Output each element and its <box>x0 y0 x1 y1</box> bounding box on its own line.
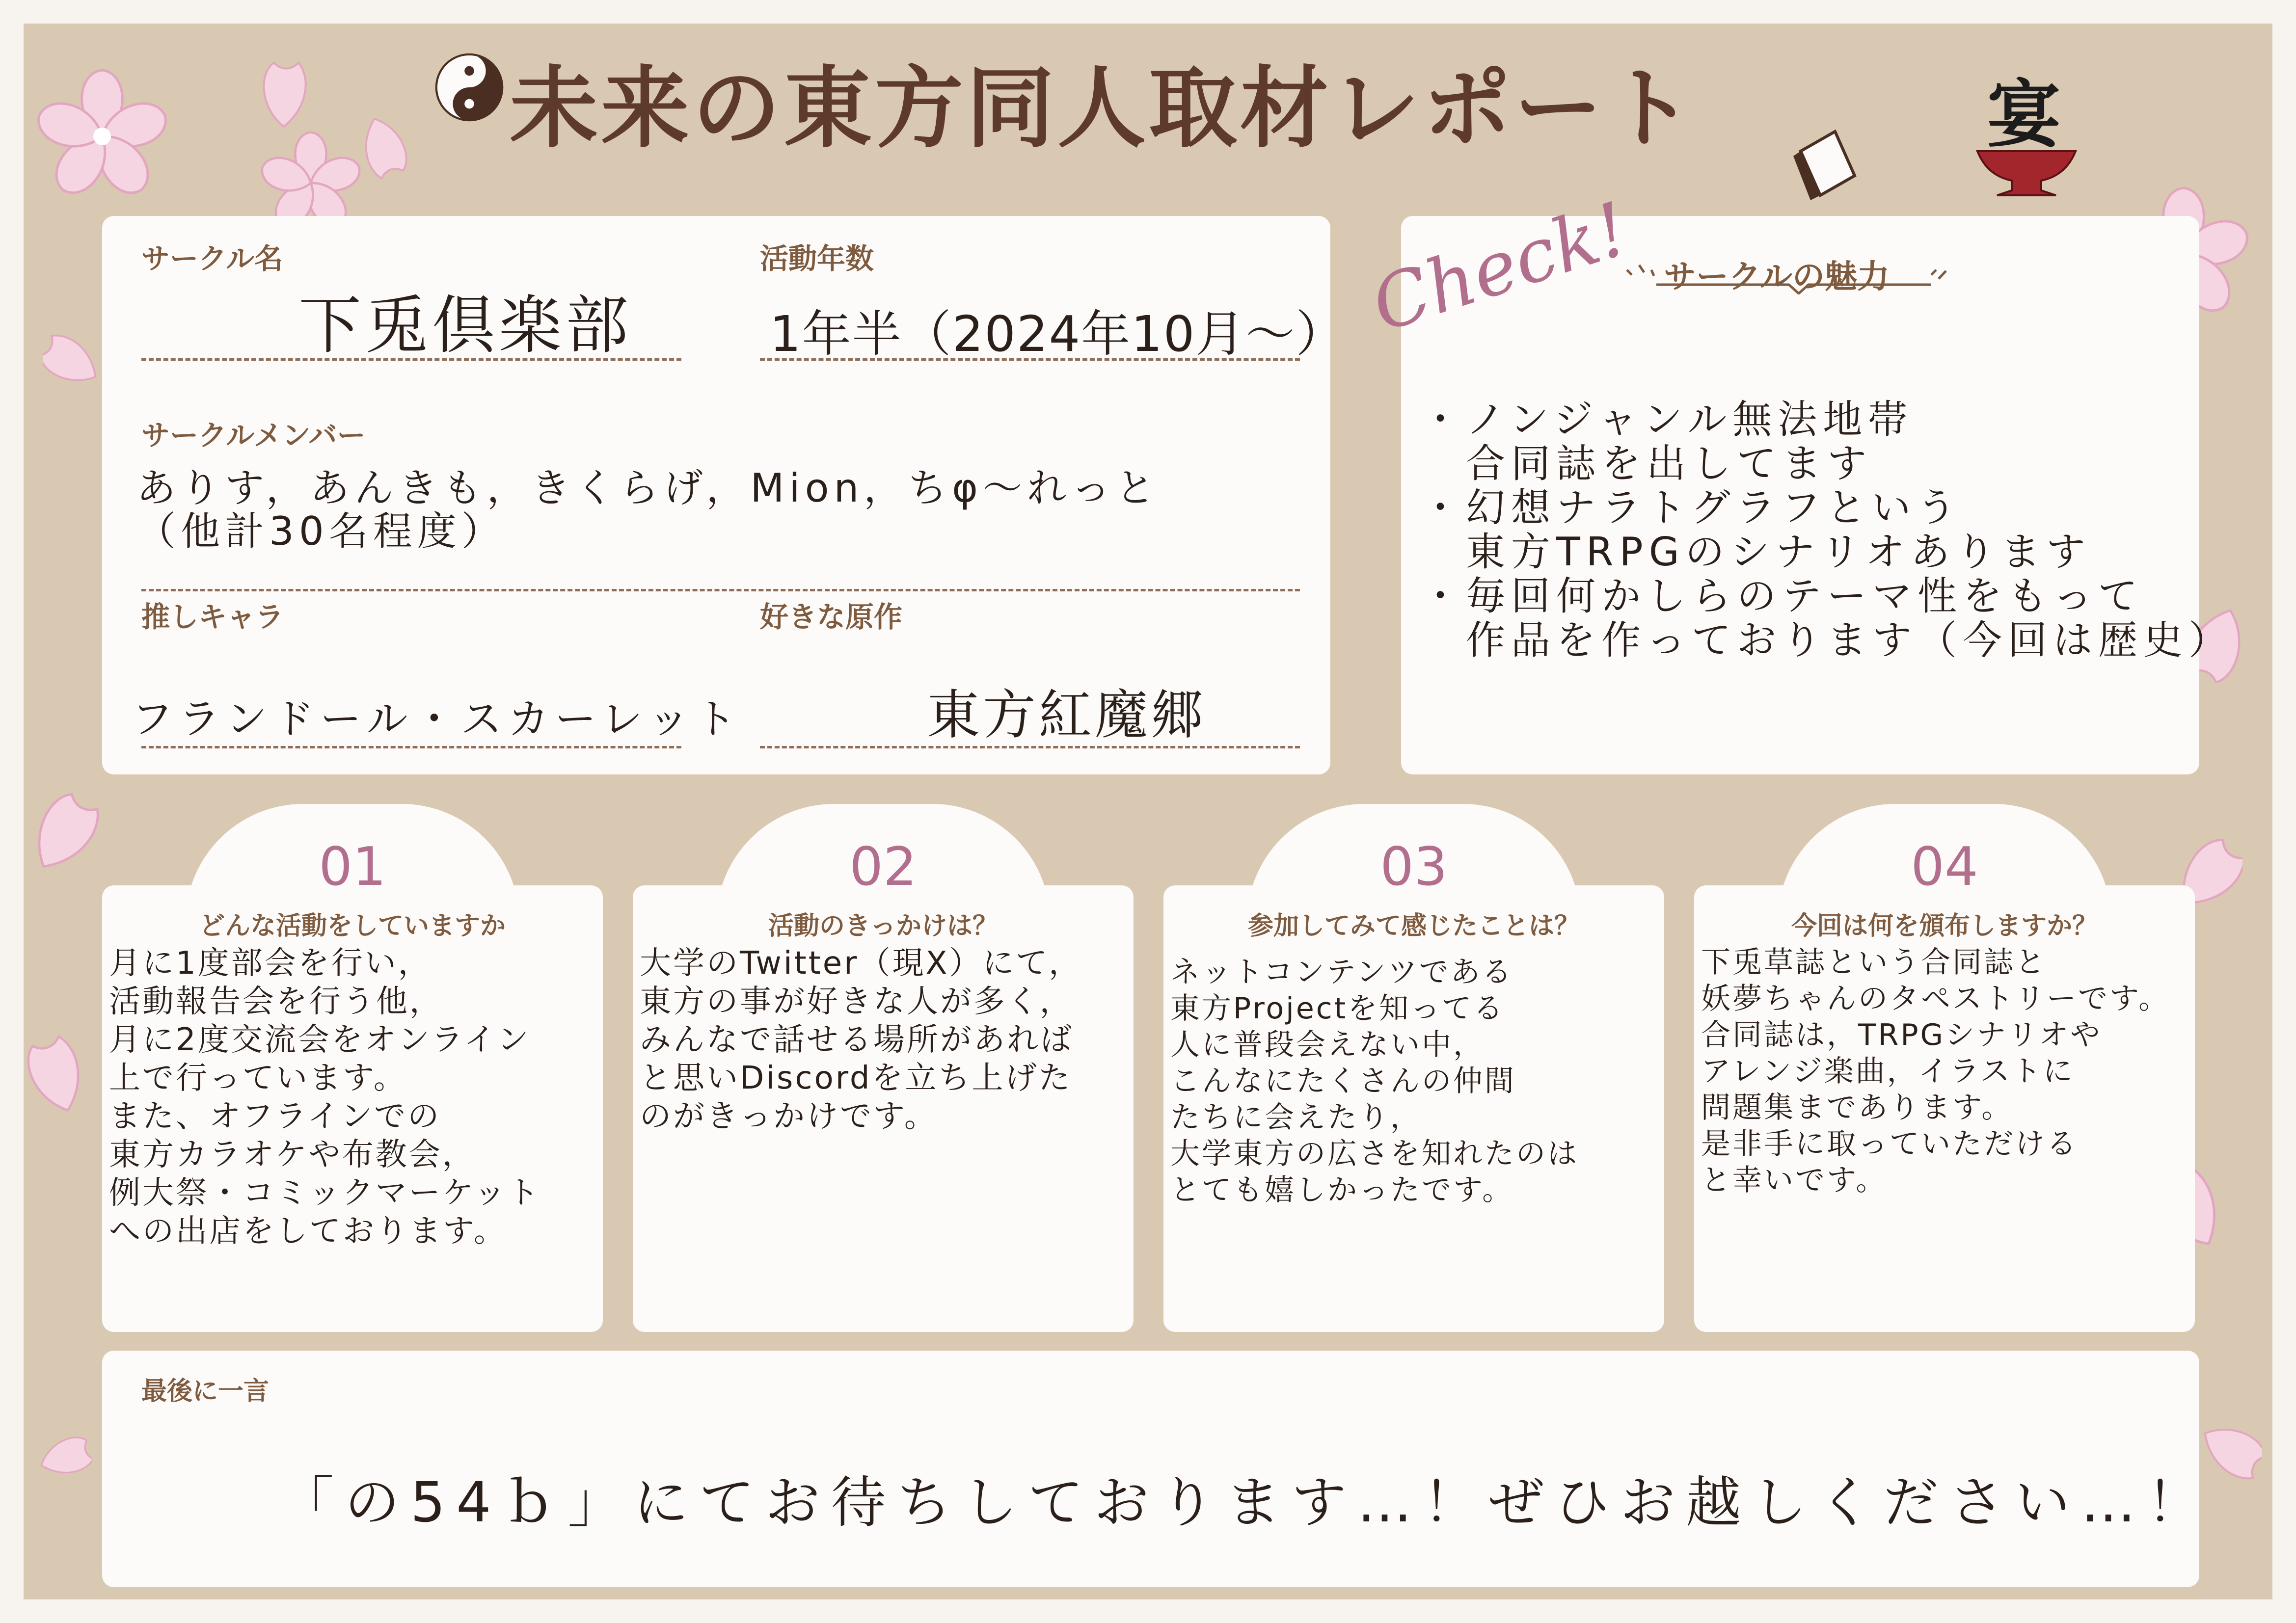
qa-answer <box>1170 954 1579 1208</box>
appeal-line: 東方TRPGのシナリオあります <box>1421 529 2091 575</box>
appeal-line: ・幻想ナラトグラフという <box>1421 485 1962 531</box>
qa-line: 東方カラオケや布教会， <box>109 1137 476 1173</box>
qa-line: 人に普段会えない中， <box>1170 1028 1485 1062</box>
profile-card <box>102 216 1346 774</box>
divider <box>141 746 681 748</box>
sakura-icon <box>28 63 176 210</box>
petal-icon <box>24 1035 92 1118</box>
qa-line: 大学のTwitter（現X）にて， <box>640 945 1082 982</box>
divider <box>141 358 681 361</box>
appeal-line: ・毎回何かしらのテーマ性をもって <box>1421 573 2143 619</box>
chara-value: フランドール・スカーレット <box>132 695 742 743</box>
qa-line: 東方の事が好きな人が多く， <box>640 984 1073 1020</box>
qa-line: 活動報告会を行う他， <box>109 984 443 1020</box>
qa-line: への出店をしております。 <box>109 1213 507 1250</box>
qa-line: のがきっかけです。 <box>640 1098 938 1135</box>
final-label: 最後に一言 <box>141 1376 270 1406</box>
qa-card-2 <box>633 836 1134 1332</box>
appeal-line: 作品を作っております（今回は歴史） <box>1421 617 2234 663</box>
petal-icon <box>24 789 102 878</box>
qa-card-1 <box>102 836 603 1332</box>
circle-name-label: サークル名 <box>141 242 283 275</box>
page-title: 未来の東方同人取材レポート <box>510 56 1697 160</box>
divider <box>760 358 1300 361</box>
years-label: 活動年数 <box>760 242 874 275</box>
circle-name: 下兎倶楽部 <box>298 289 633 362</box>
appeal-heading: サークルの魅力 <box>1664 257 1890 295</box>
members-line-2: （他計30名程度） <box>136 508 506 554</box>
qa-line: ネットコンテンツである <box>1170 955 1513 989</box>
divider <box>141 589 1300 591</box>
qa-line: 是非手に取っていただける <box>1701 1127 2078 1161</box>
chara-label: 推しキャラ <box>141 600 284 634</box>
sake-cup-logo <box>1968 73 2085 200</box>
qa-answer <box>1701 944 2170 1198</box>
qa-line: 下兎草誌という合同誌と <box>1701 945 2047 980</box>
qa-question: 活動のきっかけは？ <box>768 911 998 941</box>
qa-answer <box>109 944 541 1251</box>
members-line-1: ありす，あんきも，きくらげ，Mion，ちφ～れっと <box>136 465 1160 511</box>
qa-line: アレンジ楽曲，イラストに <box>1701 1054 2075 1089</box>
check-stamp: Check! <box>1362 186 1639 349</box>
qa-line: 東方Projectを知ってる <box>1170 991 1505 1026</box>
final-message: 「の54ｂ」にてお待ちしております…！ぜひお越しください…！ <box>279 1471 2213 1535</box>
qa-line: 例大祭・コミックマーケット <box>109 1175 541 1211</box>
qa-line: 妖夢ちゃんのタペストリーです。 <box>1701 982 2170 1016</box>
petal-icon <box>254 58 313 132</box>
qa-line: 大学東方の広さを知れたのは <box>1170 1137 1579 1171</box>
qa-number: 04 <box>1911 836 1978 898</box>
qa-line: また、オフラインでの <box>109 1098 441 1135</box>
qa-number: 03 <box>1380 836 1448 898</box>
qa-card-3 <box>1163 836 1664 1332</box>
qa-question: 参加してみて感じたことは？ <box>1247 911 1580 941</box>
qa-line: こんなにたくさんの仲間 <box>1170 1064 1516 1098</box>
appeal-list <box>1421 398 2234 663</box>
logo-text: 宴 <box>1987 71 2061 158</box>
qa-number: 02 <box>849 836 917 898</box>
members-label: サークルメンバー <box>141 419 366 452</box>
origin-label: 好きな原作 <box>760 600 903 634</box>
appeal-line: ・ノンジャンル無法地帯 <box>1421 397 1914 442</box>
petal-icon <box>43 328 97 397</box>
qa-card-4 <box>1694 836 2195 1332</box>
qa-line: 合同誌は，TRPGシナリオや <box>1701 1018 2102 1052</box>
qa-line: 問題集まであります。 <box>1701 1091 2013 1125</box>
qa-line: 上で行っています。 <box>109 1060 407 1096</box>
final-message-card <box>102 1351 2213 1587</box>
petal-icon <box>38 1427 92 1486</box>
book-icon <box>1791 122 1864 205</box>
qa-answer <box>640 944 1082 1136</box>
qa-line: 月に2度交流会をオンライン <box>109 1022 531 1058</box>
appeal-line: 合同誌を出してます <box>1421 441 1872 486</box>
qa-line: たちに会えたり， <box>1170 1100 1422 1135</box>
qa-number: 01 <box>319 836 386 898</box>
petal-icon <box>357 112 411 181</box>
qa-line: とても嬉しかったです。 <box>1170 1173 1514 1207</box>
qa-line: と思いDiscordを立ち上げた <box>640 1060 1072 1096</box>
qa-line: みんなで話せる場所があれば <box>640 1022 1074 1058</box>
years-value: 1年半（2024年10月～） <box>770 305 1346 363</box>
origin-value: 東方紅魔郷 <box>927 685 1207 746</box>
qa-line: と幸いです。 <box>1701 1163 1888 1197</box>
divider <box>760 746 1300 748</box>
qa-question: 今回は何を頒布しますか？ <box>1791 911 2098 941</box>
yin-yang-icon <box>435 53 504 122</box>
qa-line: 月に1度部会を行い， <box>109 945 432 982</box>
report-sheet <box>24 24 2272 1599</box>
qa-question: どんな活動をしていますか <box>199 911 506 941</box>
